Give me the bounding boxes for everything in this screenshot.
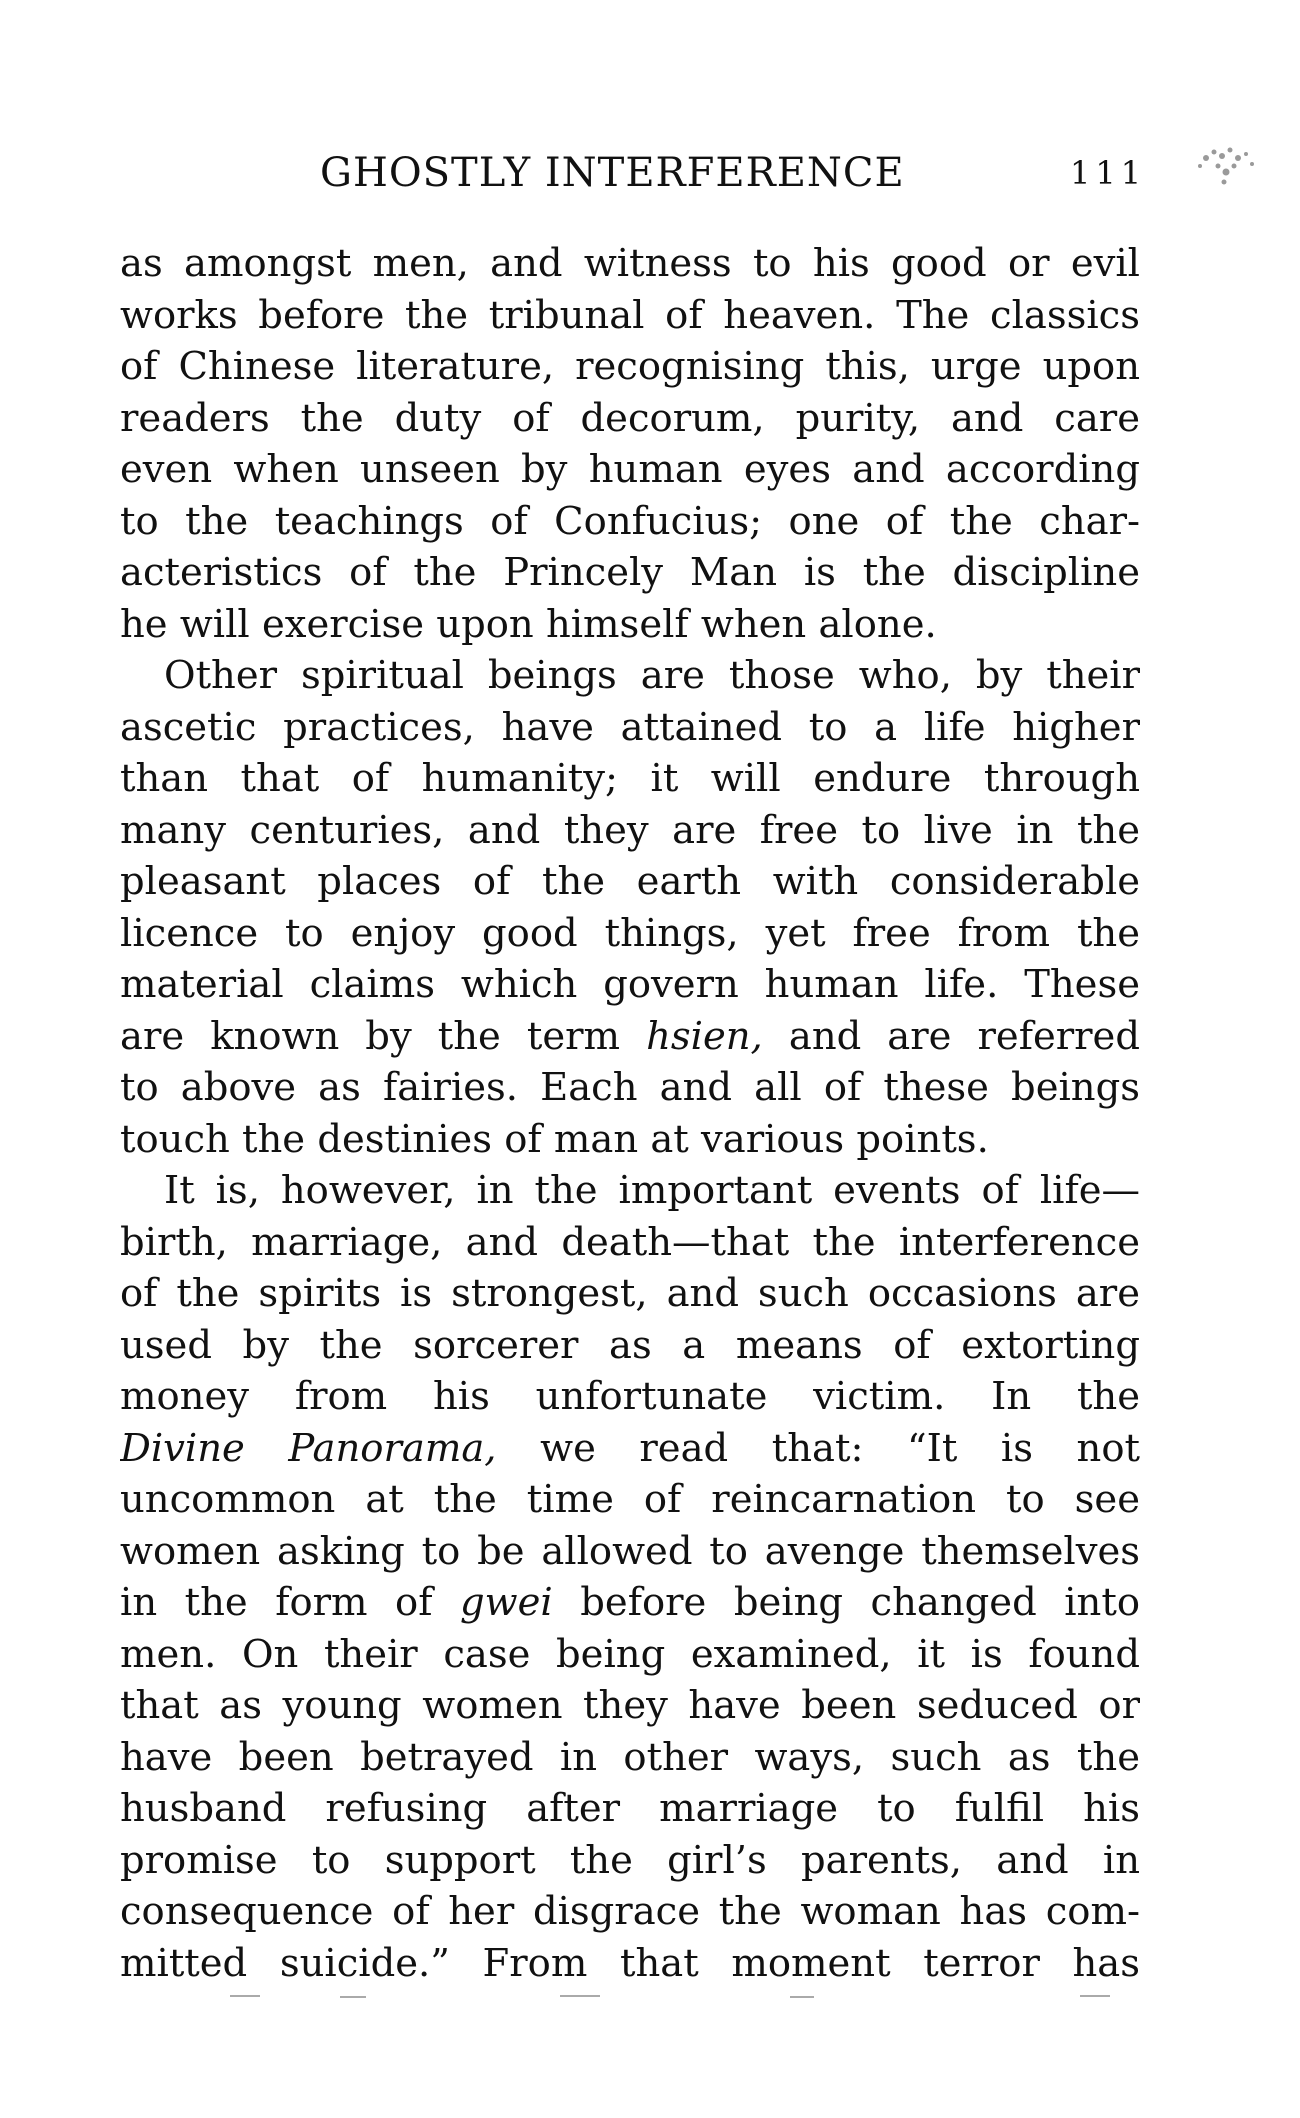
scan-speck xyxy=(1080,1995,1110,1997)
text-fragment: before being changed into xyxy=(580,1580,1140,1625)
text-line: material claims which govern human life. These xyxy=(120,962,1140,1007)
text-line: promise to support the girl’s parents, and in xyxy=(120,1837,1140,1883)
text-line: to above as fairies. Each and all of these beings xyxy=(120,1065,1140,1110)
text-line xyxy=(120,1011,1140,1063)
text-line: women asking to be allowed to avenge themselves xyxy=(120,1528,1140,1574)
text-line: acteristics of the Princely Man is the discipline xyxy=(120,550,1140,595)
text-line: ascetic practices, have attained to a life higher xyxy=(120,704,1140,750)
scan-speck xyxy=(560,1995,600,1997)
text-line: birth, marriage, and death—that the interference xyxy=(120,1219,1140,1265)
text-line: used by the sorcerer as a means of extorting xyxy=(120,1322,1140,1368)
text-line: many centuries, and they are free to live in the xyxy=(120,807,1140,853)
text-line: pleasant places of the earth with considerable xyxy=(120,859,1140,904)
text-line xyxy=(120,1423,1140,1475)
text-line: husband refusing after marriage to fulfil his xyxy=(120,1786,1140,1831)
text-line: have been betrayed in other ways, such as the xyxy=(120,1734,1140,1780)
text-line: Other spiritual beings are those who, by their xyxy=(164,653,1140,698)
running-title: GHOSTLY INTERFERENCE xyxy=(320,150,905,196)
italic-book-title: Divine Panorama, xyxy=(120,1425,497,1471)
text-line: of Chinese literature, recognising this, urge upon xyxy=(120,344,1140,389)
text-fragment: are known by the term xyxy=(120,1013,621,1059)
text-fragment: we read that: “It is not xyxy=(540,1425,1140,1471)
paragraph-1 xyxy=(120,238,1140,650)
text-line: as amongst men, and witness to his good or evil xyxy=(120,241,1140,286)
text-line: than that of humanity; it will endure through xyxy=(120,756,1140,801)
text-line: consequence of her disgrace the woman has com- xyxy=(120,1889,1140,1934)
body-text xyxy=(120,238,1140,1989)
text-line: of the spirits is strongest, and such occasions are xyxy=(120,1271,1140,1316)
text-line: men. On their case being examined, it is found xyxy=(120,1631,1140,1677)
text-line xyxy=(120,1577,1140,1629)
text-line: touch the destinies of man at various points. xyxy=(120,1116,989,1162)
paragraph-2 xyxy=(120,650,1140,1165)
text-fragment: and are referred xyxy=(788,1013,1140,1059)
scan-speck xyxy=(230,1995,260,1997)
text-line: that as young women they have been seduced or xyxy=(120,1683,1140,1728)
text-line: uncommon at the time of reincarnation to see xyxy=(120,1477,1140,1522)
page-number: 111 xyxy=(1070,154,1147,192)
text-line: It is, however, in the important events of life— xyxy=(164,1168,1140,1213)
text-line: even when unseen by human eyes and according xyxy=(120,447,1140,492)
text-fragment: in the form of xyxy=(120,1580,433,1625)
scan-speck xyxy=(790,1996,814,1998)
paragraph-3 xyxy=(120,1165,1140,1989)
text-line: to the teachings of Confucius; one of the char- xyxy=(120,498,1140,544)
text-line: licence to enjoy good things, yet free from the xyxy=(120,910,1140,956)
italic-term: gwei xyxy=(460,1580,553,1625)
scan-artifact-marks xyxy=(230,1993,1130,2003)
running-head xyxy=(120,150,1147,202)
text-line: mitted suicide.” From that moment terror has xyxy=(120,1940,1140,1986)
corner-ornament-icon xyxy=(1176,138,1276,196)
italic-term: hsien, xyxy=(646,1013,763,1059)
scan-speck xyxy=(340,1996,366,1998)
text-line: readers the duty of decorum, purity, and care xyxy=(120,395,1140,441)
text-line: he will exercise upon himself when alone. xyxy=(120,601,937,647)
text-line: money from his unfortunate victim. In the xyxy=(120,1374,1140,1419)
text-line: works before the tribunal of heaven. The classics xyxy=(120,292,1140,338)
